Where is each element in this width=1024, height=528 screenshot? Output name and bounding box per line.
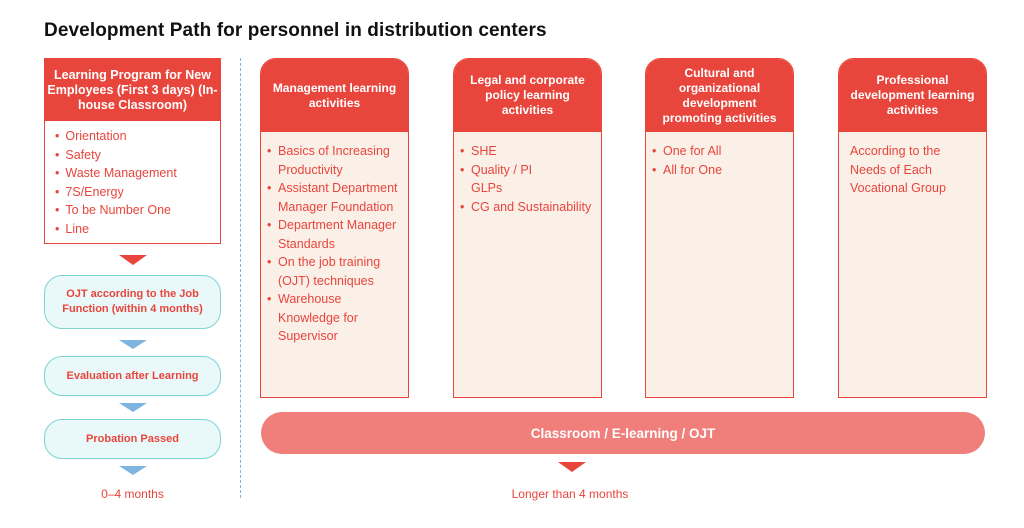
list-item: • SHE xyxy=(460,142,593,161)
right-duration-label: Longer than 4 months xyxy=(511,487,629,501)
column-list xyxy=(646,132,793,179)
list-item: • Quality / PI xyxy=(460,161,593,180)
step-probation: Probation Passed xyxy=(44,419,221,459)
list-item-text: Quality / PI xyxy=(471,162,533,177)
list-item: • CG and Sustainability xyxy=(460,198,593,217)
list-item: • Orientation xyxy=(55,127,220,146)
learning-program-list xyxy=(45,121,220,238)
list-item: • Waste Management xyxy=(55,164,220,183)
column-professional xyxy=(838,58,987,398)
learning-program-heading: Learning Program for New Employees (First 3 days) (In-house Classroom) xyxy=(45,59,220,121)
channel-bar: Classroom / E-learning / OJT xyxy=(261,412,985,454)
list-item: • All for One xyxy=(652,161,785,180)
list-item xyxy=(460,179,593,198)
down-arrow-icon xyxy=(119,403,147,412)
list-item-text: On the job training (OJT) techniques xyxy=(278,255,381,288)
column-heading: Management learning activities xyxy=(261,59,408,132)
dashed-divider xyxy=(240,58,241,498)
list-item-text: Department Manager Standards xyxy=(278,218,397,251)
column-heading: Professional development learning activities xyxy=(839,59,986,132)
down-arrow-icon xyxy=(558,462,586,472)
list-item: • Safety xyxy=(55,146,220,165)
list-item: • 7S/Energy xyxy=(55,183,220,202)
step-evaluation: Evaluation after Learning xyxy=(44,356,221,396)
list-item: • Line xyxy=(55,220,220,239)
list-item-text: Basics of Increasing Productivity xyxy=(278,144,390,177)
list-item: • One for All xyxy=(652,142,785,161)
column-legal xyxy=(453,58,602,398)
down-arrow-icon xyxy=(119,466,147,475)
list-item-text: GLPs xyxy=(471,181,503,195)
column-heading: Legal and corporate policy learning activities xyxy=(454,59,601,132)
list-item-text: One for All xyxy=(663,144,722,158)
left-duration-label: 0–4 months xyxy=(101,487,164,501)
list-item-text: Warehouse Knowledge for Supervisor xyxy=(278,292,358,343)
down-arrow-icon xyxy=(119,255,147,265)
list-item: • Department Manager Standards xyxy=(267,216,400,253)
learning-program-box xyxy=(44,58,221,244)
list-item: • To be Number One xyxy=(55,201,220,220)
list-item: • Basics of Increasing Productivity xyxy=(267,142,400,179)
column-heading: Cultural and organizational development promoting activities xyxy=(646,59,793,132)
column-list xyxy=(261,132,408,346)
column-list xyxy=(454,132,601,216)
column-cultural xyxy=(645,58,794,398)
list-item-text: Assistant Department Manager Foundation xyxy=(278,181,398,214)
column-management xyxy=(260,58,409,398)
list-item-text: All for One xyxy=(663,162,723,177)
list-item: • On the job training (OJT) techniques xyxy=(267,253,400,290)
step-ojt: OJT according to the Job Function (within 4 months) xyxy=(44,275,221,329)
list-item: • Warehouse Knowledge for Supervisor xyxy=(267,290,400,346)
column-text: According to the Needs of Each Vocational Group xyxy=(850,144,946,195)
down-arrow-icon xyxy=(119,340,147,349)
list-item: • Assistant Department Manager Foundation xyxy=(267,179,400,216)
list-item-text: CG and Sustainability xyxy=(471,199,592,214)
list-item-text: SHE xyxy=(471,144,497,158)
page-title: Development Path for personnel in distribution centers xyxy=(44,20,547,41)
